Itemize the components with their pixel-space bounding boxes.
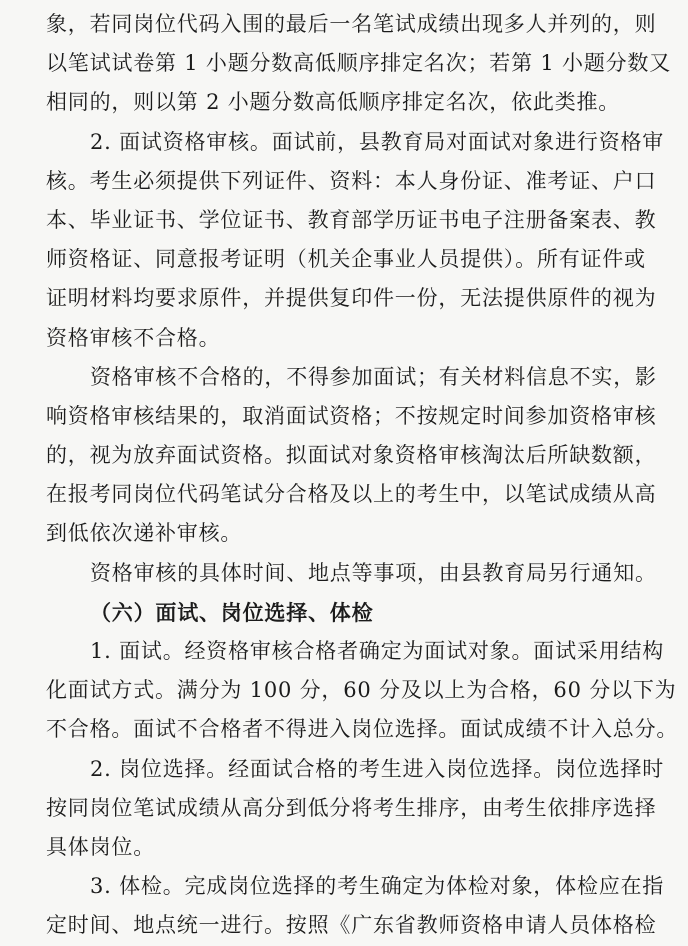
text-line: 相同的，则以第 2 小题分数高低顺序排定名次，依此类推。	[46, 90, 621, 115]
text-line: 化面试方式。满分为 100 分，60 分及以上为合格，60 分以下为	[46, 678, 677, 703]
text-line: 的，视为放弃面试资格。拟面试对象资格审核淘汰后所缺数额，	[46, 443, 657, 468]
paragraph-start-line: 3. 体检。完成岗位选择的考生确定为体检对象，体检应在指	[90, 874, 665, 899]
paragraph-start-line: 2. 面试资格审核。面试前，县教育局对面试对象进行资格审	[90, 129, 665, 154]
paragraph-start-line: 资格审核不合格的，不得参加面试；有关材料信息不实，影	[90, 364, 657, 389]
text-line: 具体岗位。	[46, 834, 155, 859]
text-line: 不合格。面试不合格者不得进入岗位选择。面试成绩不计入总分。	[46, 717, 679, 742]
text-line: 以笔试试卷第 1 小题分数高低顺序排定名次；若第 1 小题分数又	[46, 51, 672, 76]
text-line: 资格审核不合格。	[46, 325, 221, 350]
text-line: 证明材料均要求原件，并提供复印件一份，无法提供原件的视为	[46, 286, 657, 311]
text-line: 师资格证、同意报考证明（机关企事业人员提供）。所有证件或	[46, 247, 646, 272]
text-line: 按同岗位笔试成绩从高分到低分将考生排序，由考生依排序选择	[46, 795, 657, 820]
text-line: 在报考同岗位代码笔试分合格及以上的考生中，以笔试成绩从高	[46, 482, 657, 507]
text-line: 定时间、地点统一进行。按照《广东省教师资格申请人员体格检	[46, 913, 657, 938]
text-line: 象，若同岗位代码入围的最后一名笔试成绩出现多人并列的，则	[46, 12, 657, 36]
text-line: 到低依次递补审核。	[46, 521, 243, 546]
paragraph-start-line: 2. 岗位选择。经面试合格的考生进入岗位选择。岗位选择时	[90, 756, 665, 781]
text-line: 响资格审核结果的，取消面试资格；不按规定时间参加资格审核	[46, 403, 657, 428]
text-line: 核。考生必须提供下列证件、资料：本人身份证、准考证、户口	[46, 168, 657, 193]
section-heading: （六）面试、岗位选择、体检	[90, 599, 374, 625]
paragraph-start-line: 资格审核的具体时间、地点等事项，由县教育局另行通知。	[90, 560, 657, 585]
text-line: 本、毕业证书、学位证书、教育部学历证书电子注册备案表、教	[46, 207, 657, 232]
paragraph-start-line: 1. 面试。经资格审核合格者确定为面试对象。面试采用结构	[90, 639, 665, 663]
